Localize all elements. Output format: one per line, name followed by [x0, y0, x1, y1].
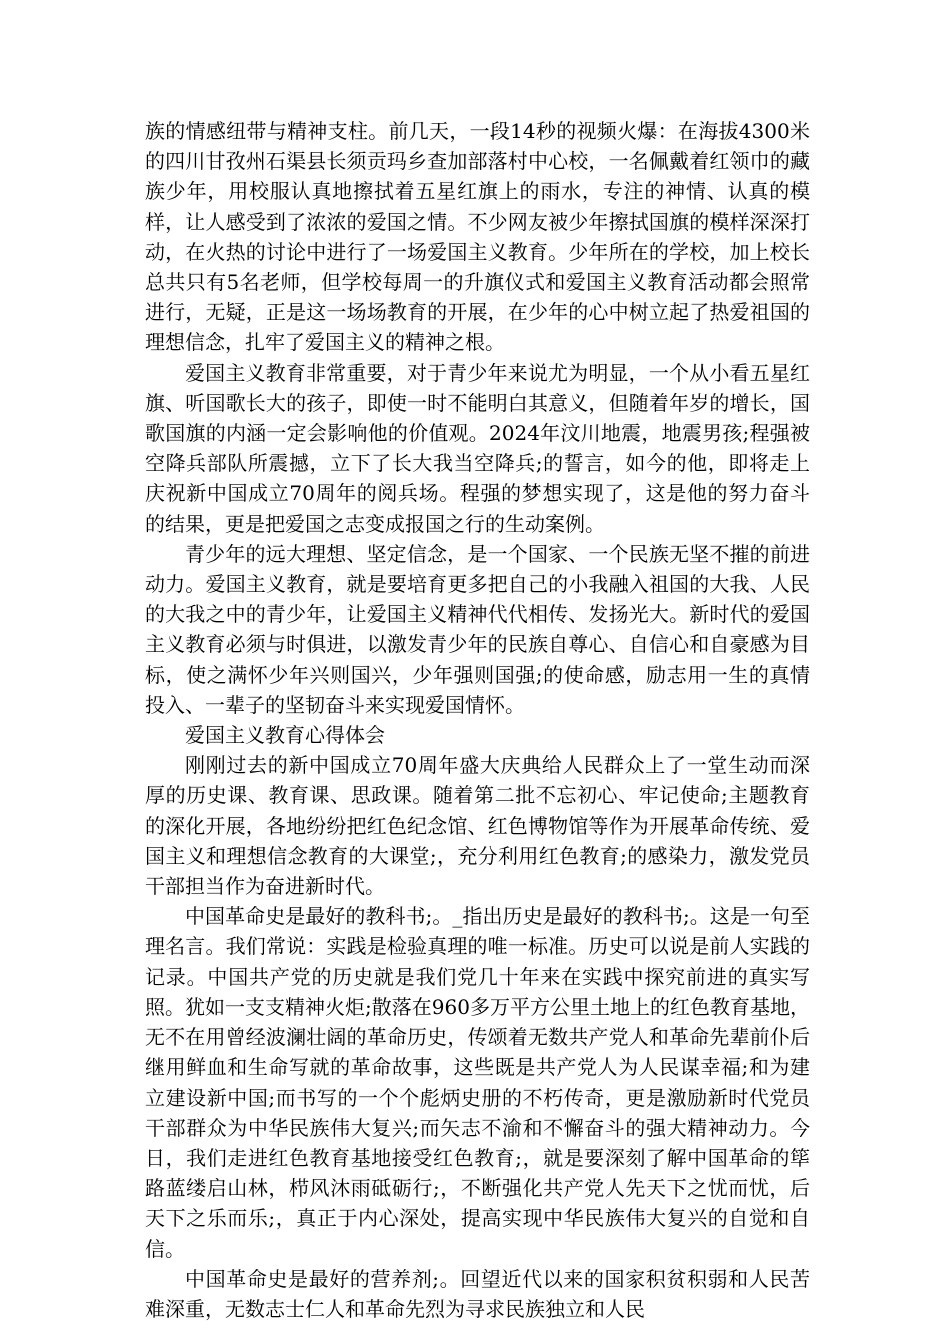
paragraph-6: 中国革命史是最好的营养剂;。回望近代以来的国家积贫积弱和人民苦难深重，无数志士仁人和革命先烈为寻求民族独立和人民: [145, 1266, 810, 1321]
paragraph-3: 青少年的远大理想、坚定信念，是一个国家、一个民族无坚不摧的前进动力。爱国主义教育，就是要培育更多把自己的小我融入祖国的大我、人民的大我之中的青少年，让爱国主义精神代代相传、发扬光大。新时代的爱国主义教育必须与时俱进，以激发青少年的民族自尊心、自信心和自豪感为目标，使之满怀少年兴则国兴，少年强则国强;的使命感，励志用一生的真情投入、一辈子的坚韧奋斗来实现爱国情怀。: [145, 541, 810, 717]
paragraph-4: 刚刚过去的新中国成立70周年盛大庆典给人民群众上了一堂生动而深厚的历史课、教育课、思政课。随着第二批不忘初心、牢记使命;主题教育的深化开展，各地纷纷把红色纪念馆、红色博物馆等作为开展革命传统、爱国主义和理想信念教育的大课堂;，充分利用红色教育;的感染力，激发党员干部担当作为奋进新时代。: [145, 753, 810, 899]
paragraph-1: 族的情感纽带与精神支柱。前几天，一段14秒的视频火爆：在海拔4300米的四川甘孜州石渠县长须贡玛乡查加部落村中心校，一名佩戴着红领巾的藏族少年，用校服认真地擦拭着五星红旗上的雨水，专注的神情、认真的模样，让人感受到了浓浓的爱国之情。不少网友被少年擦拭国旗的模样深深打动，在火热的讨论中进行了一场爱国主义教育。少年所在的学校，加上校长总共只有5名老师，但学校每周一的升旗仪式和爱国主义教育活动都会照常进行，无疑，正是这一场场教育的开展，在少年的心中树立起了热爱祖国的理想信念，扎牢了爱国主义的精神之根。: [145, 119, 810, 355]
section-heading: 爱国主义教育心得体会: [185, 723, 385, 748]
paragraph-2: 爱国主义教育非常重要，对于青少年来说尤为明显，一个从小看五星红旗、听国歌长大的孩子，即使一时不能明白其意义，但随着年岁的增长，国歌国旗的内涵一定会影响他的价值观。2024年汶川地震，地震男孩;程强被空降兵部队所震撼，立下了长大我当空降兵;的誓言，如今的他，即将走上庆祝新中国成立70周年的阅兵场。程强的梦想实现了，这是他的努力奋斗的结果，更是把爱国之志变成报国之行的生动案例。: [145, 360, 810, 536]
paragraph-5: 中国革命史是最好的教科书;。_指出历史是最好的教科书;。这是一句至理名言。我们常说：实践是检验真理的唯一标准。历史可以说是前人实践的记录。中国共产党的历史就是我们党几十年来在实践中探究前进的真实写照。犹如一支支精神火炬;散落在960多万平方公里土地上的红色教育基地，无不在用曾经波澜壮阔的革命历史，传颂着无数共产党人和革命先辈前仆后继用鲜血和生命写就的革命故事，这些既是共产党人为人民谋幸福;和为建立建设新中国;而书写的一个个彪炳史册的不朽传奇，更是激励新时代党员干部群众为中华民族伟大复兴;而矢志不渝和不懈奋斗的强大精神动力。今日，我们走进红色教育基地接受红色教育;，就是要深刻了解中国革命的筚路蓝缕启山林，栉风沐雨砥砺行;，不断强化共产党人先天下之忧而忧，后天下之乐而乐;，真正于内心深处，提高实现中华民族伟大复兴的自觉和自信。: [145, 904, 810, 1261]
document-body: [145, 116, 810, 1324]
